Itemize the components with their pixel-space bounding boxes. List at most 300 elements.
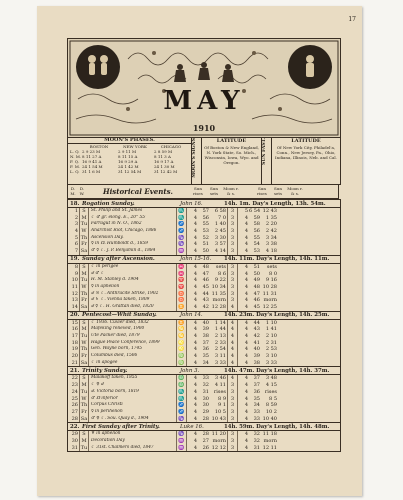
day-of-week: W [79,340,89,347]
sunrise-minute-ny: 43 [253,326,260,333]
day-of-week: Tu [80,444,88,451]
moon-sign: ♑ [177,235,187,242]
day-row [68,241,340,248]
sun-fast: 3 [228,389,238,396]
sunrise-hour-ny: 4 [244,297,248,304]
moon-rise-set: 3 30 [210,235,228,242]
info-panel [67,138,341,185]
sunrise-hour-ny: 5 [244,208,248,214]
historical-event: ☾ in apogee [89,360,177,367]
moon-rise-set: 11 35 [211,290,226,297]
sunrise-hour-ny: 4 [244,437,248,444]
sunrise-hour-ny: 4 [244,415,248,422]
sunrise-hour-ny: 4 [244,353,248,360]
day-of-month: 9 [74,270,78,277]
moon-rise-set: morn [210,438,228,445]
week-length: 14h. 23m. Day's Length, 14h. 25m. [224,312,330,319]
day-row [68,297,340,304]
sunrise-minute-ny: 38 [253,359,260,366]
moon-rise-set: 1 14 [210,320,228,327]
historical-event: Ascension Day. [89,235,177,242]
sunrise-hour-ny: 4 [244,214,248,221]
day-row [68,320,340,327]
day-of-month: 19 [71,346,78,353]
sunrise-minute-ny: 41 [253,339,260,346]
historical-event: Farragut in N. O., 1862 [89,221,177,228]
day-row [68,389,340,396]
day-of-month: 18 [71,339,78,346]
sunrise-hour-ny: 4 [244,395,248,402]
moon-rise-set: 2 45 [210,228,228,235]
sunrise-hour: 4 [193,408,197,415]
moon-rise-set-ny: 2 20 [265,221,277,228]
sun-fast: 3 [228,445,238,452]
moon-rise-set-ny: 10 40 [262,415,277,422]
historical-event: Decoration Day [89,438,177,445]
column-header-row: D. M. D. W. Historical Events. Sun rises Sun sets Moon r. & s. Sun rises Sun sets Moon r. & s. [67,184,339,199]
phase-row: N. M. 8 11 27 A 8 11 15 A 8 11 3 A [70,154,171,159]
sunrise-hour: 4 [193,339,197,346]
moon-sign: ♓ [177,264,187,271]
sunrise-minute-ny: 34 [253,402,260,409]
day-of-month: 12 [71,290,78,297]
moon-sign: ♈ [177,284,187,291]
almanac-page [37,6,362,496]
sunrise-minute-ny: 58 [253,221,260,228]
day-of-month: 8 [74,263,78,270]
moon-rise-set-ny: 8 0 [269,270,277,277]
sunrise-minute-ny: 56 [253,228,260,235]
sunrise-hour-ny: 4 [244,388,248,395]
phase-row: L. Q. 31 1 6 M 31 12 54 M 31 12 42 M [70,169,178,174]
day-of-week: M [79,271,89,278]
year-label: 1910 [192,123,216,133]
moon-rise-set: 10 5 [210,409,228,416]
day-of-week: W [79,396,89,403]
sunrise-hour: 4 [193,382,197,389]
moon-rise-set: 8 9 [210,396,228,403]
day-row [68,340,340,347]
historical-event: Anarchist Riot, Chicago, 1886 [89,228,177,235]
moon-rise-set: 10 43 [211,415,226,422]
moon-sign: ♐ [177,221,187,228]
moon-sign: ♐ [177,402,187,409]
moon-rise-set: sets [210,264,228,271]
sun-fast: 4 [228,340,238,347]
day-of-month: 16 [71,326,78,333]
sun-fast: 3 [228,416,238,423]
sun-fast: 3 [228,277,238,284]
historical-event: St. Philip and St. James [89,208,177,215]
sunrise-minute-ny: 36 [253,388,260,395]
sun-fast: 3 [228,284,238,291]
sunrise-minute: 40 [202,319,209,326]
sun-fast: 3 [228,409,238,416]
moon-rise-set-ny: 3 34 [265,234,277,241]
phase-row: F. M. 24 1 54 M 24 1 42 M 24 1 30 M [70,164,175,169]
historical-event: ☿ in aphelion [89,284,177,291]
moons-signs-column: MOON'S SIGNS [192,138,202,184]
moon-rise-set: morn [210,297,228,304]
day-of-month: 3 [74,221,78,228]
day-of-week: Tu [80,388,88,395]
day-of-week: Tu [80,277,88,284]
moon-rise-set-ny: 9 16 [265,277,277,284]
moon-rise-set-ny: 3 38 [265,241,277,248]
historical-event: ♂ ♀ ☾. Sou. Quay d., 1904 [89,416,177,423]
sunrise-minute: 26 [202,444,209,451]
historical-event: ♂ ☊ inferior [89,396,177,403]
sunrise-minute-ny: 6 54 [249,208,261,214]
moon-sign: ♍ [177,360,187,367]
sunrise-hour-ny: 4 [244,375,248,382]
moon-rise-set-ny: 3 33 [265,359,277,366]
moon-sign: ♒ [177,438,187,445]
sunrise-hour: 4 [193,208,197,214]
moon-sign: ♉ [177,297,187,304]
moon-sign: ♐ [177,228,187,235]
page-number: 17 [348,16,356,23]
day-row [68,333,340,340]
day-of-month: 30 [71,437,78,444]
sunrise-minute-ny: 45 [253,303,260,310]
historical-event: ☾ ♂ gr. elong. E., 20° 55′ [89,215,177,222]
historical-event: H. M. Stanley d. 1904 [89,277,177,284]
historical-event: Corpus Christi [89,402,177,409]
moon-rise-set: 3 11 [210,353,228,360]
sun-fast: 4 [228,360,238,367]
sunrise-minute: 42 [202,303,209,310]
moon-sign: ♐ [177,409,187,416]
historical-event: Mafeking relieved, 1900 [89,326,177,333]
ornamental-header [67,38,341,138]
historical-event: ☾ in perigee [89,264,177,271]
sun-fast: 4 [228,304,238,311]
day-of-month: 4 [74,228,78,235]
day-of-week: Tu [80,221,88,228]
moon-sign: ♈ [177,277,187,284]
moon-rise-set: 4 11 [210,382,228,389]
sun-fast: 3 [228,297,238,304]
moon-sign: ♏ [177,389,187,396]
historical-event: Gen. Wayne born, 1745 [89,346,177,353]
sunrise-minute-ny: 32 [253,431,260,438]
sun-fast: 3 [228,248,238,255]
sunrise-minute-ny: 33 [253,415,260,422]
moon-rise-set: 3 57 [210,241,228,248]
sunrise-minute-ny: 59 [253,214,260,221]
moon-rise-set-ny: 2 10 [265,333,277,339]
moon-rise-set-ny: sets [266,263,277,270]
moon-rise-set-ny: rises [264,388,277,395]
sunrise-minute: 27 [202,437,209,444]
sunrise-hour: 4 [193,437,197,444]
sunrise-minute: 37 [202,339,209,346]
sunrise-minute: 38 [202,333,209,339]
day-row [68,326,340,333]
sunrise-hour-ny: 4 [244,319,248,326]
sunrise-minute-ny: 49 [253,277,260,284]
moon-rise-set-ny: 8 59 [265,402,277,409]
moon-phases-panel [68,138,192,184]
day-of-month: 26 [71,402,78,409]
moon-rise-set-ny: morn [263,437,277,444]
sun-fast: 4 [228,326,238,333]
moon-rise-set-ny: 12 25 [262,303,277,310]
sun-fast: 3 [228,208,238,215]
sunrise-hour: 4 [193,375,197,382]
week-num: 18. [70,200,80,207]
sunrise-minute-ny: 31 [253,444,260,451]
sunrise-hour: 4 [193,214,197,221]
day-of-month: 6 [74,241,78,248]
sunrise-hour: 4 [193,326,197,333]
sunrise-hour: 4 [193,283,197,290]
day-of-month: 27 [71,408,78,415]
day-of-week: Sa [80,303,88,310]
sunrise-hour-ny: 4 [244,431,248,438]
sunrise-hour: 4 [193,277,197,284]
sun-fast: 3 [228,271,238,278]
moon-rise-set: 7 0 [210,215,228,222]
day-row [68,291,340,298]
sunrise-minute: 31 [202,388,209,395]
day-of-week: Th [80,290,88,297]
moon-rise-set-ny: 2 42 [265,228,277,235]
day-of-month: 11 [71,283,78,290]
sunrise-hour-ny: 4 [244,221,248,228]
moon-rise-set-ny: 2 31 [265,339,277,346]
day-of-week: M [79,382,89,389]
historical-event: ☿ in ☊. Humboldt d., 1859 [89,241,177,248]
day-of-month: 23 [71,382,78,389]
sun-fast: 3 [228,431,238,438]
sunrise-hour-ny: 4 [244,283,248,290]
day-of-week: M [79,438,89,445]
sunrise-minute-ny: 54 [253,241,260,248]
week-length: 14h. 11m. Day's Length, 14h. 11m. [224,256,330,263]
day-row [68,284,340,291]
day-of-month: 13 [71,297,78,304]
sun-fast: 3 [228,221,238,228]
moon-rise-set: rises [210,389,228,396]
sunrise-minute-ny: 51 [253,263,260,270]
sunrise-hour: 4 [193,270,197,277]
week-title: Trinity Sunday. [82,367,128,374]
sunrise-minute: 53 [202,228,209,235]
sunrise-minute-ny: 50 [253,270,260,277]
sun-fast: 4 [228,375,238,382]
day-of-week: Th [80,402,88,409]
day-of-week: Fr [79,353,89,360]
sun-fast: 3 [228,402,238,409]
sunrise-minute: 48 [202,263,209,270]
day-row [68,445,340,452]
day-of-week: W [79,228,89,235]
sunrise-hour-ny: 4 [244,339,248,346]
sunrise-minute: 33 [202,375,209,382]
day-of-week: Fr [79,241,89,248]
day-of-month: 24 [71,388,78,395]
sunrise-hour: 4 [193,228,197,235]
moon-rise-set: 2 13 [210,333,228,340]
moon-rise-set-ny: 10 2 [265,408,277,415]
moon-rise-set-ny: 1 35 [265,214,277,221]
moon-rise-set-ny: 4 18 [265,248,277,255]
sunrise-hour-ny: 4 [244,290,248,297]
historical-event: ☾ ♀ ☌ [89,382,177,389]
week-length: 14h. 47m. Day's Length, 14h. 37m. [224,367,330,374]
week-num: 20. [70,312,80,319]
sunrise-minute: 39 [202,326,209,333]
sunrise-hour-ny: 4 [244,408,248,415]
moon-sign: ♏ [177,215,187,222]
moon-sign: ♎ [177,382,187,389]
sunrise-hour-ny: 4 [244,241,248,248]
day-row [68,360,340,367]
day-of-week: Th [80,346,88,353]
sunrise-hour: 4 [193,263,197,270]
sunrise-minute: 30 [202,395,209,402]
moon-rise-set-ny: 2 53 [265,346,277,353]
moon-sign: ♓ [177,271,187,278]
sunrise-minute: 50 [202,248,209,255]
phase-columns: BOSTON NEW YORK CHICAGO [89,144,182,149]
moon-rise-set: 3 33 [210,360,228,367]
day-of-week: M [79,215,89,222]
moon-rise-set-ny: 3 10 [265,353,277,360]
sunrise-minute: 46 [202,277,209,284]
sunrise-minute-ny: 37 [253,382,260,389]
day-row [68,353,340,360]
sun-fast: 3 [228,228,238,235]
moon-rise-set: 3 46 [210,375,228,382]
moon-rise-set-ny: 12 11 [262,444,277,451]
day-row [68,208,340,215]
sun-fast: 3 [228,396,238,403]
historical-event: ☌ ☿ ☾. H. Grattan died, 1820 [89,304,177,311]
day-row [68,277,340,284]
day-of-month: 1 [74,208,78,214]
day-of-month: 15 [71,319,78,326]
historical-event: Hague Peace Conference, 1899 [89,340,177,347]
moon-sign: ♑ [177,241,187,248]
day-of-week: Fr [79,297,89,304]
sunrise-hour: 4 [193,431,197,438]
historical-events-label: Historical Events. [103,186,173,196]
day-of-week: Tu [80,333,88,339]
latitude-boston-panel: LATITUDE Of Boston & New England, N. York State, So. Mich., Wisconsin, Iowa, Wyo. and Oregon. [202,138,262,184]
historical-event: Ute Packer died, 1879 [89,333,177,340]
moon-sign: ♉ [177,291,187,298]
moon-rise-set: 9 1 [210,402,228,409]
day-row [68,215,340,222]
sunrise-hour-ny: 4 [244,277,248,284]
week-title: Rogation Sunday. [82,200,135,207]
moon-rise-set: 6 58 [210,208,228,215]
moon-rise-set: 2 33 [210,340,228,347]
day-row [68,221,340,228]
day-of-week: Fr [79,409,89,416]
sun-fast: 3 [228,241,238,248]
day-row [68,416,340,423]
day-of-week: S [79,375,89,382]
historical-event: ♂ ☿ ☾. J. P. Benjamin d., 1884 [89,248,177,255]
week-num: 22. [70,423,80,430]
sunrise-minute: 57 [202,208,209,214]
sunrise-hour-ny: 4 [244,359,248,366]
sun-fast: 3 [228,215,238,222]
sunrise-hour-ny: 4 [244,402,248,409]
sunrise-minute-ny: 55 [253,234,260,241]
sunrise-minute-ny: 37 [253,375,260,382]
sun-fast: 4 [228,353,238,360]
moon-sign: ♌ [177,346,187,353]
moon-rise-set: 1 44 [210,326,228,333]
day-of-week: S [79,264,89,271]
latitude-newyork-panel: LATITUDE Of New York City, Philadel'a, Conn., New Jersey, Pa., Ohio, Indiana, Illinois, Neb. and Cal. [275,138,337,160]
sunrise-minute-ny: 33 [253,408,260,415]
day-of-week: S [79,320,89,327]
sunrise-minute-ny: 35 [253,395,260,402]
moon-rise-set: 2 54 [210,346,228,353]
sunrise-hour-ny: 4 [244,270,248,277]
sunrise-minute: 52 [202,234,209,241]
day-of-week: Sa [80,359,88,366]
sunrise-minute-ny: 39 [253,353,260,360]
day-of-week: Sa [80,415,88,422]
week-header [68,422,340,431]
moon-rise-set: 11 20 [211,431,226,438]
week-gospel: John 14. [180,312,203,319]
sunrise-hour-ny: 4 [244,303,248,310]
sunrise-hour-ny: 4 [244,346,248,353]
week-header [68,199,340,208]
moon-sign: ♒ [177,248,187,255]
calendar-table [67,199,341,452]
day-row [68,271,340,278]
day-of-month: 29 [71,431,78,438]
day-of-month: 5 [74,234,78,241]
day-row [68,248,340,255]
day-of-week: S [79,431,89,438]
week-length: 14h. 1m. Day's Length, 13h. 54m. [224,200,326,207]
sunrise-minute: 36 [202,346,209,353]
moon-sign: ♊ [177,304,187,311]
sunrise-hour: 4 [193,234,197,241]
day-row [68,264,340,271]
moon-rise-set-ny: 10 28 [262,283,277,290]
day-row [68,346,340,353]
sunrise-hour: 4 [193,353,197,360]
sun-fast: 4 [228,320,238,327]
week-gospel: John 3. [180,367,200,374]
week-gospel: John 15-16. [180,256,212,263]
sunrise-hour: 4 [193,346,197,353]
sunrise-minute: 43 [202,297,209,304]
sun-fast: 3 [228,264,238,271]
week-header [68,311,340,320]
historical-event: ♆ in aphelion [89,431,177,438]
day-of-week: Th [80,234,88,241]
day-row [68,228,340,235]
day-of-month: 21 [71,359,78,366]
sun-fast: 3 [228,291,238,298]
sunrise-hour: 4 [193,388,197,395]
day-of-month: 25 [71,395,78,402]
sun-fast: 4 [228,333,238,340]
day-row [68,382,340,389]
